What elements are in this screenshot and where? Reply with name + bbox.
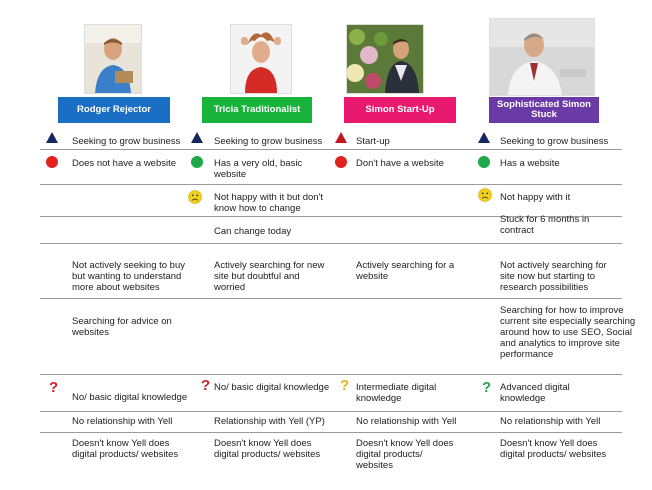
row-divider [40, 149, 622, 150]
cell-advice-sophisticated: Searching for how to improve current site especially searching around how to use SEO, Social and analytics to improve site performance [500, 305, 636, 360]
green-dot-icon [191, 156, 203, 168]
red-question-icon: ? [49, 379, 59, 396]
navy-triangle-icon [191, 132, 203, 143]
header-rodger-rejector: Rodger Rejector [58, 97, 170, 123]
sophisticated-simon-photo [489, 18, 595, 96]
green-question-icon: ? [482, 379, 492, 396]
cell-products-tricia: Doesn't know Yell does digital products/ websites [214, 438, 321, 460]
tricia-photo [230, 24, 292, 94]
red-question-icon: ? [201, 377, 211, 394]
cell-business-rodger: Seeking to grow business [72, 136, 181, 147]
cell-relationship-simon: No relationship with Yell [356, 416, 457, 427]
sad-face-icon [188, 190, 202, 204]
cell-flex-tricia: Can change today [214, 226, 292, 237]
header-tricia-traditionalist: Tricia Traditionalist [202, 97, 312, 123]
red-dot-icon [46, 156, 58, 168]
header-simon-start-up: Simon Start-Up [344, 97, 456, 123]
cell-happiness-tricia: Not happy with it but don't know how to change [214, 192, 324, 214]
row-divider [40, 374, 622, 375]
cell-search-simon: Actively searching for a website [356, 260, 455, 282]
cell-relationship-rodger: No relationship with Yell [72, 416, 173, 427]
cell-search-tricia: Actively searching for new site but doubtful and worried [214, 260, 325, 293]
cell-products-rodger: Doesn't know Yell does digital products/ websites [72, 438, 179, 460]
rodger-photo [84, 24, 142, 94]
cell-advice-rodger: Searching for advice on websites [72, 316, 172, 338]
row-divider [40, 411, 622, 412]
cell-website-sophisticated: Has a website [500, 158, 560, 169]
cell-knowledge-simon: Intermediate digital knowledge [356, 382, 437, 404]
header-sophisticated-simon-stuck: Sophisticated Simon Stuck [489, 97, 599, 123]
cell-flex-sophisticated: Stuck for 6 months in contract [500, 214, 590, 236]
cell-website-simon: Don't have a website [356, 158, 444, 169]
cell-knowledge-tricia: No/ basic digital knowledge [214, 382, 330, 393]
yellow-question-icon: ? [340, 377, 350, 394]
row-divider [40, 298, 622, 299]
cell-website-rodger: Does not have a website [72, 158, 177, 169]
green-dot-icon [478, 156, 490, 168]
cell-business-sophisticated: Seeking to grow business [500, 136, 609, 147]
cell-search-sophisticated: Not actively searching for site now but starting to research possibilities [500, 260, 607, 293]
red-triangle-icon [335, 132, 347, 143]
cell-products-sophisticated: Doesn't know Yell does digital products/ websites [500, 438, 607, 460]
navy-triangle-icon [46, 132, 58, 143]
cell-relationship-tricia: Relationship with Yell (YP) [214, 416, 325, 427]
cell-products-simon: Doesn't know Yell does digital products/ websites [356, 438, 454, 471]
cell-website-tricia: Has a very old, basic website [214, 158, 303, 180]
cell-happiness-sophisticated: Not happy with it [500, 192, 571, 203]
row-divider [40, 243, 622, 244]
cell-business-simon: Start-up [356, 136, 390, 147]
cell-search-rodger: Not actively seeking to buy but wanting to understand more about websites [72, 260, 186, 293]
navy-triangle-icon [478, 132, 490, 143]
cell-relationship-sophisticated: No relationship with Yell [500, 416, 601, 427]
row-divider [40, 184, 622, 185]
cell-knowledge-sophisticated: Advanced digital knowledge [500, 382, 570, 404]
cell-knowledge-rodger: No/ basic digital knowledge [72, 392, 188, 403]
simon-startup-photo [346, 24, 424, 94]
sad-face-icon [478, 188, 492, 202]
red-dot-icon [335, 156, 347, 168]
cell-business-tricia: Seeking to grow business [214, 136, 323, 147]
row-divider [40, 432, 622, 433]
